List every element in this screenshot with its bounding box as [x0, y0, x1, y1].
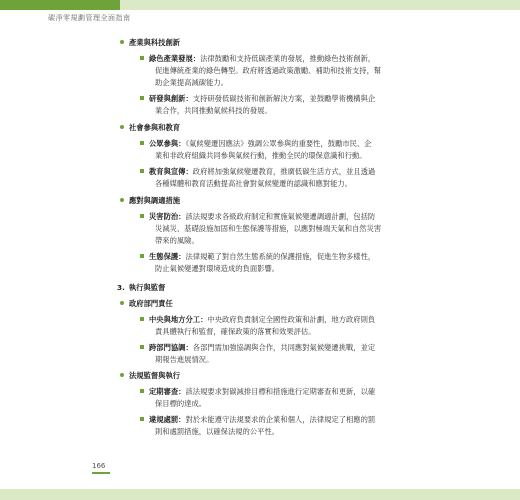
item-line: 助企業提高減碳能力。: [155, 78, 228, 87]
group-heading-text: 應對與調適措施: [129, 196, 181, 205]
footer-band: [0, 489, 520, 500]
item-line: 各種媒體和教育活動提高社會對氣候變遷的認識和應對能力。: [155, 179, 353, 188]
item-line: 該法規要求對碳減排目標和措施進行定期審查和更新，以確: [185, 387, 376, 396]
running-header: 碳淨零規劃管理全面指南: [48, 14, 131, 22]
item-term: 中央與地方分工：: [149, 315, 208, 324]
bullet-dot-icon: [120, 301, 124, 305]
bullet-square-icon: [140, 345, 144, 349]
item-term: 生態保護：: [149, 252, 186, 261]
item-line: 法律規範了對自然生態系統的保護措施，促進生物多樣性，: [185, 252, 376, 261]
item-term: 災害防治：: [149, 212, 186, 221]
item-term: 綠色產業發展：: [149, 54, 201, 63]
item-line: 《氣候變遷因應法》強調公眾參與的重要性，鼓勵市民、企: [185, 139, 372, 148]
group-heading: [120, 371, 180, 381]
page-number: 166: [92, 462, 106, 470]
list-item: [140, 252, 375, 262]
item-term: 研發與創新：: [149, 94, 193, 103]
group-heading: [120, 299, 173, 309]
group-heading-text: 法規監督與執行: [129, 371, 181, 380]
group-heading-text: 產業與科技創新: [129, 38, 181, 47]
section-heading-text: 執行與監督: [128, 283, 166, 292]
item-line: 該法規要求各級政府制定和實施氣候變遷調適計劃，包括防: [185, 212, 376, 221]
list-item: [140, 315, 375, 325]
item-line: 政府將加強氣候變遷教育，推廣低碳生活方式，並且透過: [192, 167, 376, 176]
group-heading: [120, 123, 180, 133]
bullet-square-icon: [140, 141, 144, 145]
bullet-square-icon: [140, 96, 144, 100]
item-line: 防止氣候變遷對環境造成的負面影響。: [155, 264, 280, 273]
item-line: 責具體執行和監督，確保政策的落實和效果評估。: [155, 327, 316, 336]
bullet-dot-icon: [120, 373, 124, 377]
list-item: [140, 415, 375, 425]
list-item: [140, 94, 375, 104]
bullet-dot-icon: [120, 40, 124, 44]
section-number: 3.: [117, 283, 125, 292]
bullet-square-icon: [140, 169, 144, 173]
item-line: 各部門需加強協調與合作，共同應對氣候變遷挑戰，並定: [192, 343, 376, 352]
item-line: 中央政府負責制定全國性政策和計劃，地方政府則負: [207, 315, 376, 324]
item-line: 保目標的達成。: [155, 399, 207, 408]
item-line: 促進傳統產業的綠色轉型。政府將透過政策激勵、補助和技術支持，幫: [155, 66, 382, 75]
bullet-square-icon: [140, 317, 144, 321]
list-item: [140, 387, 375, 397]
item-line: 法律鼓勵和支持低碳產業的發展，推動綠色技術創新，: [200, 54, 376, 63]
list-item: [140, 54, 375, 64]
page-number-rule: [92, 472, 110, 474]
item-line: 對於未能遵守法規要求的企業和個人，法律規定了相應的罰: [185, 415, 376, 424]
item-line: 帶來的風險。: [155, 236, 199, 245]
item-line: 業合作，共同推動氣候科技的發展。: [155, 106, 272, 115]
bullet-square-icon: [140, 214, 144, 218]
item-line: 災減災、基礎設施加固和生態保護等措施，以應對極端天氣和自然災害: [155, 224, 382, 233]
bullet-square-icon: [140, 389, 144, 393]
list-item: [140, 343, 375, 353]
list-item: [140, 139, 372, 149]
item-term: 教育與宣傳：: [149, 167, 193, 176]
item-line: 期報告進展情況。: [155, 355, 214, 364]
group-heading: [120, 38, 180, 48]
list-item: [140, 212, 375, 222]
item-term: 公眾參與：: [149, 139, 186, 148]
bullet-dot-icon: [120, 198, 124, 202]
bullet-square-icon: [140, 56, 144, 60]
group-heading-text: 政府部門責任: [129, 299, 173, 308]
item-term: 定期審查：: [149, 387, 186, 396]
item-term: 跨部門協調：: [149, 343, 193, 352]
section-heading: [117, 283, 165, 293]
item-term: 違規處罰：: [149, 415, 186, 424]
bullet-dot-icon: [120, 125, 124, 129]
group-heading: [120, 196, 180, 206]
item-line: 業和非政府組織共同參與氣候行動，推動全民的環保意識和行動。: [155, 151, 367, 160]
list-item: [140, 167, 375, 177]
item-line: 支持研發低碳技術和創新解決方案，並鼓勵學術機構與企: [192, 94, 376, 103]
group-heading-text: 社會參與和教育: [129, 123, 181, 132]
item-line: 則和處罰措施，以確保法規的公平性。: [155, 427, 280, 436]
bullet-square-icon: [140, 254, 144, 258]
bullet-square-icon: [140, 417, 144, 421]
